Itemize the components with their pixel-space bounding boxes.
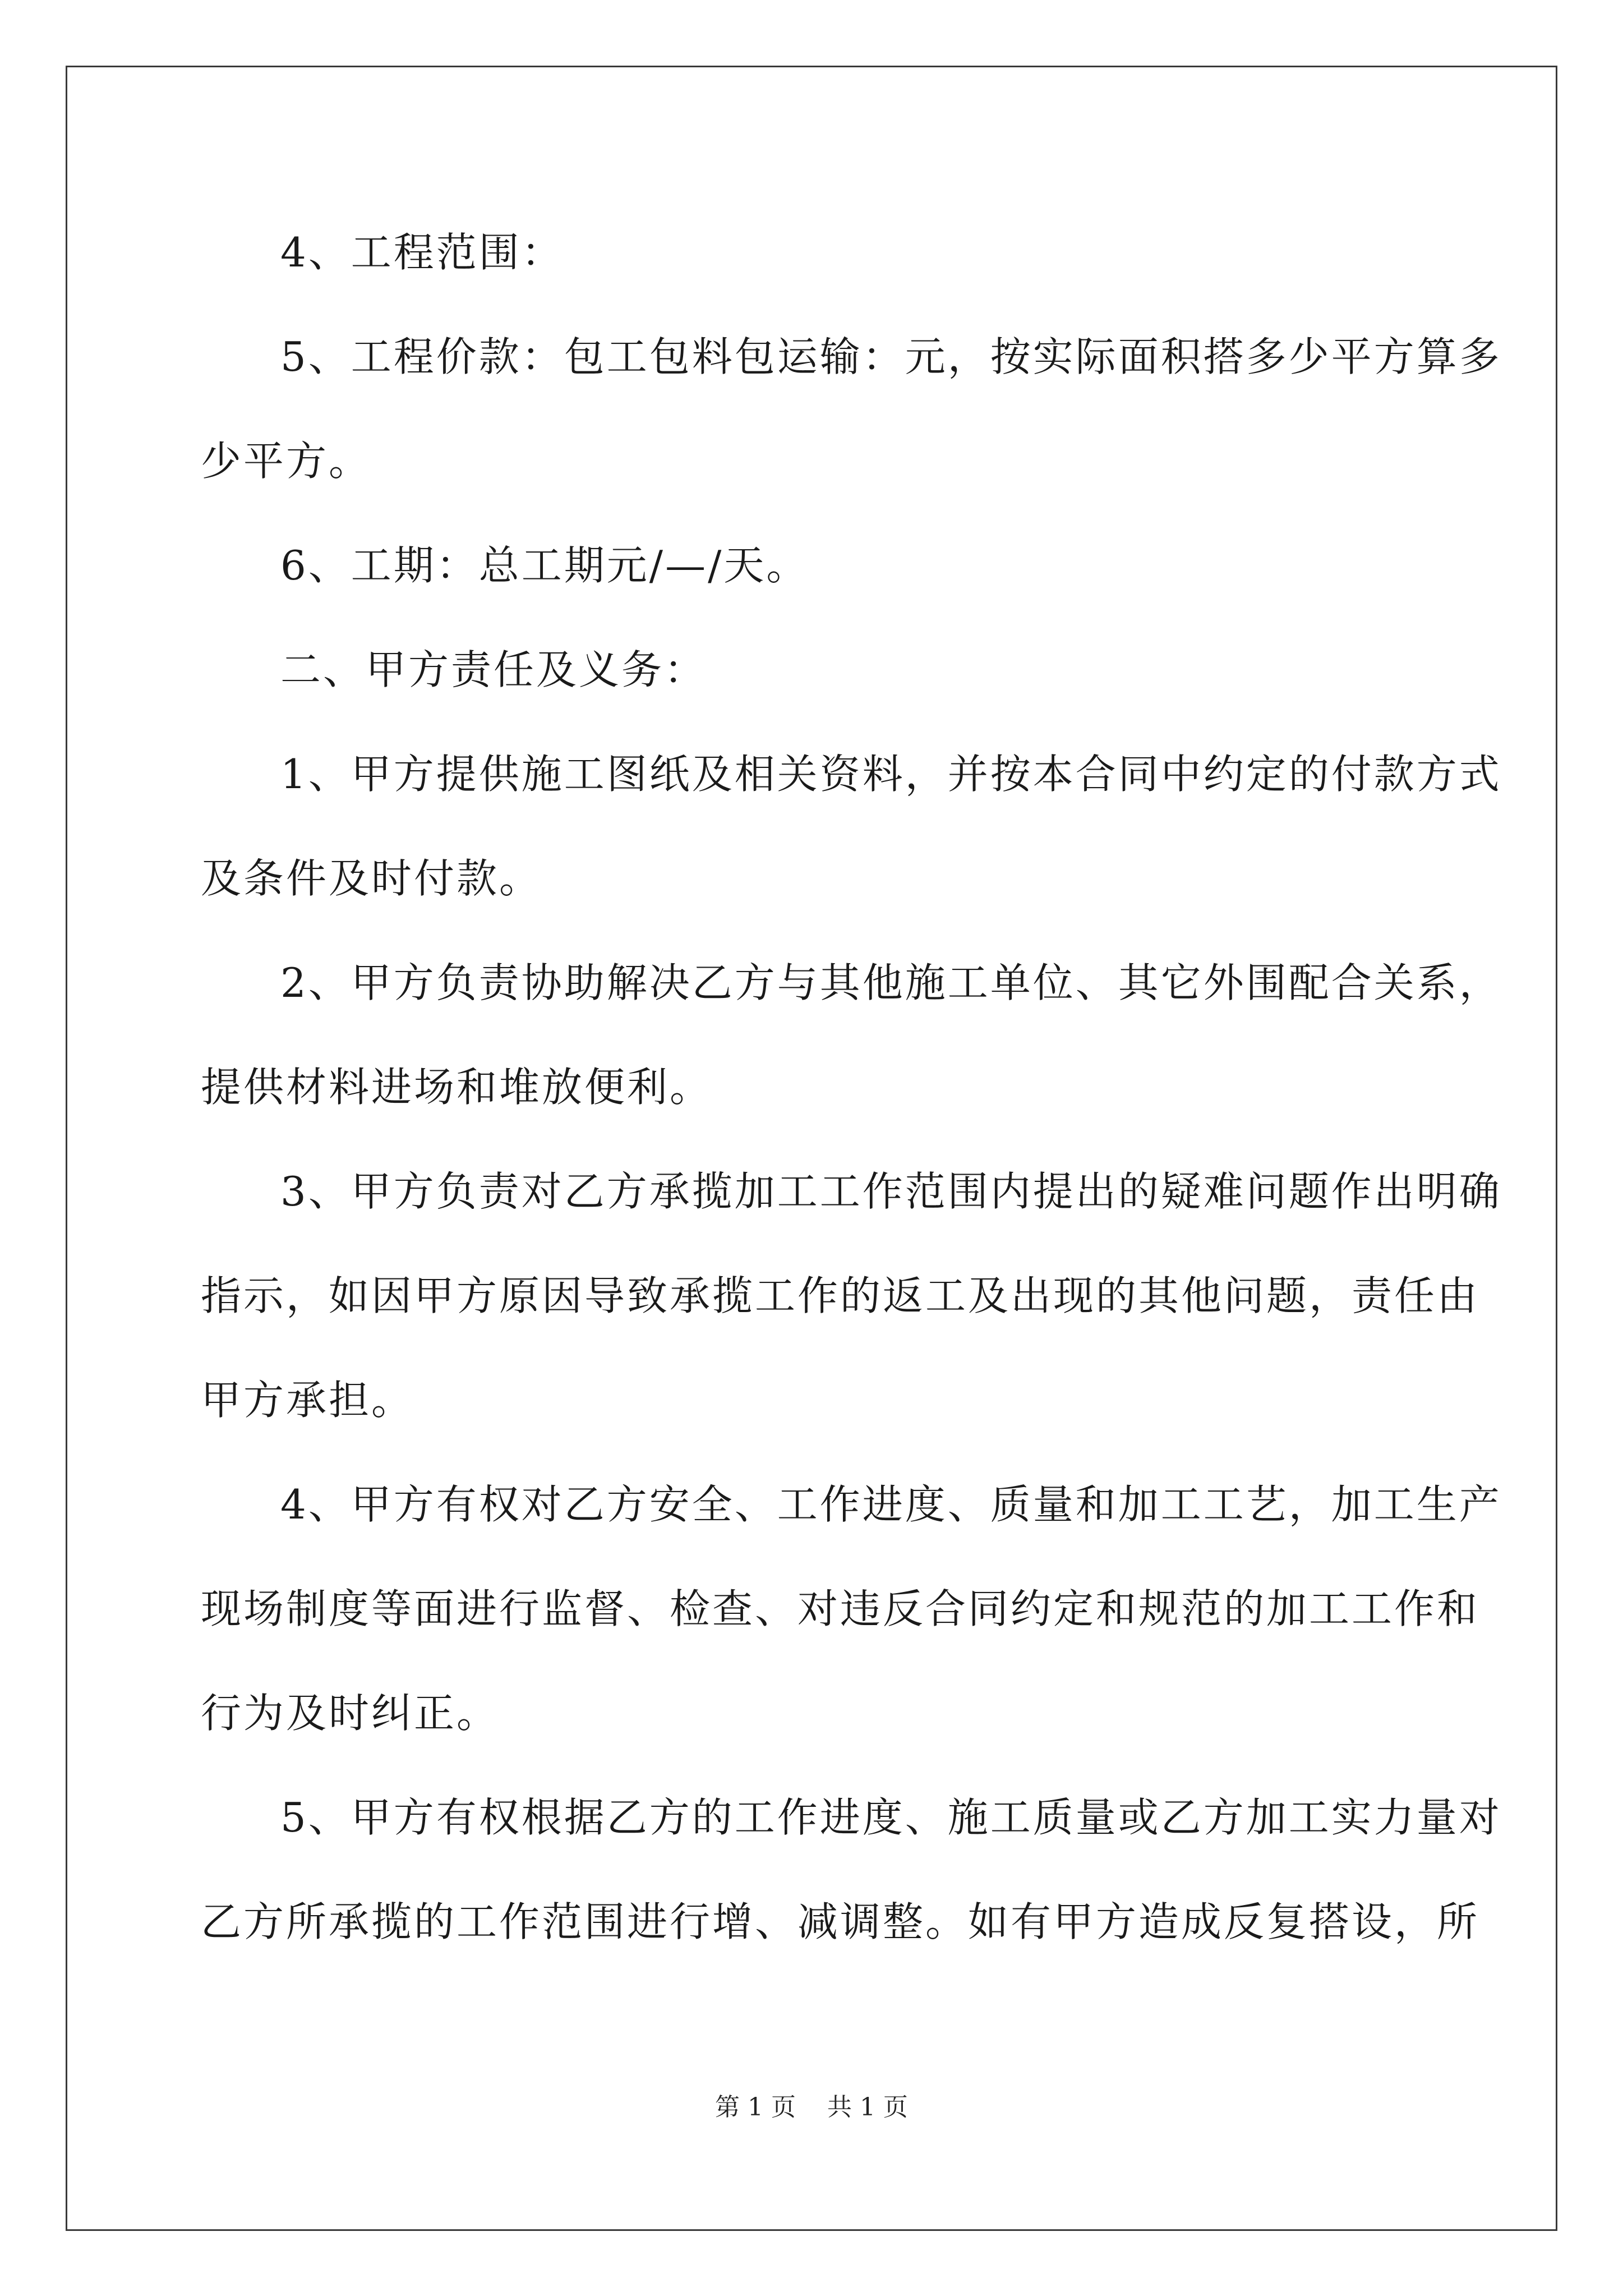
party-a-item-2-line-2: 提供材料进场和堆放便利。 bbox=[201, 1064, 713, 1111]
party-a-item-4-line-2: 现场制度等面进行监督、检查、对违反合同约定和规范的加工工作和 bbox=[201, 1585, 1480, 1632]
party-a-item-5-line-2: 乙方所承揽的工作范围进行增、减调整。如有甲方造成反复搭设，所 bbox=[201, 1898, 1480, 1945]
party-a-item-3-line-3: 甲方承担。 bbox=[201, 1377, 414, 1424]
party-a-item-4-line-3: 行为及时纠正。 bbox=[201, 1690, 500, 1737]
party-a-item-2-line-1: 2、甲方负责协助解决乙方与其他施工单位、其它外围配合关系， bbox=[280, 959, 1502, 1006]
party-a-item-4-line-1: 4、甲方有权对乙方安全、工作进度、质量和加工工艺，加工生产 bbox=[280, 1481, 1502, 1528]
party-a-item-5-line-1: 5、甲方有权根据乙方的工作进度、施工质量或乙方加工实力量对 bbox=[280, 1794, 1502, 1841]
clause-4-scope: 4、工程范围： bbox=[280, 229, 564, 276]
clause-5-price-line-1: 5、工程价款：包工包料包运输：元，按实际面积搭多少平方算多 bbox=[280, 333, 1502, 380]
page-number-footer: 第 1 页 共 1 页 bbox=[715, 2093, 908, 2122]
section-heading-party-a: 二、甲方责任及义务： bbox=[280, 646, 707, 693]
clause-6-period: 6、工期：总工期元/—/天。 bbox=[280, 542, 809, 589]
clause-5-price-line-2: 少平方。 bbox=[201, 438, 372, 485]
party-a-item-1-line-2: 及条件及时付款。 bbox=[201, 855, 542, 902]
party-a-item-1-line-1: 1、甲方提供施工图纸及相关资料，并按本合同中约定的付款方式 bbox=[280, 751, 1502, 798]
party-a-item-3-line-1: 3、甲方负责对乙方承揽加工工作范围内提出的疑难问题作出明确 bbox=[280, 1168, 1502, 1215]
party-a-item-3-line-2: 指示，如因甲方原因导致承揽工作的返工及出现的其他问题，责任由 bbox=[201, 1272, 1480, 1319]
